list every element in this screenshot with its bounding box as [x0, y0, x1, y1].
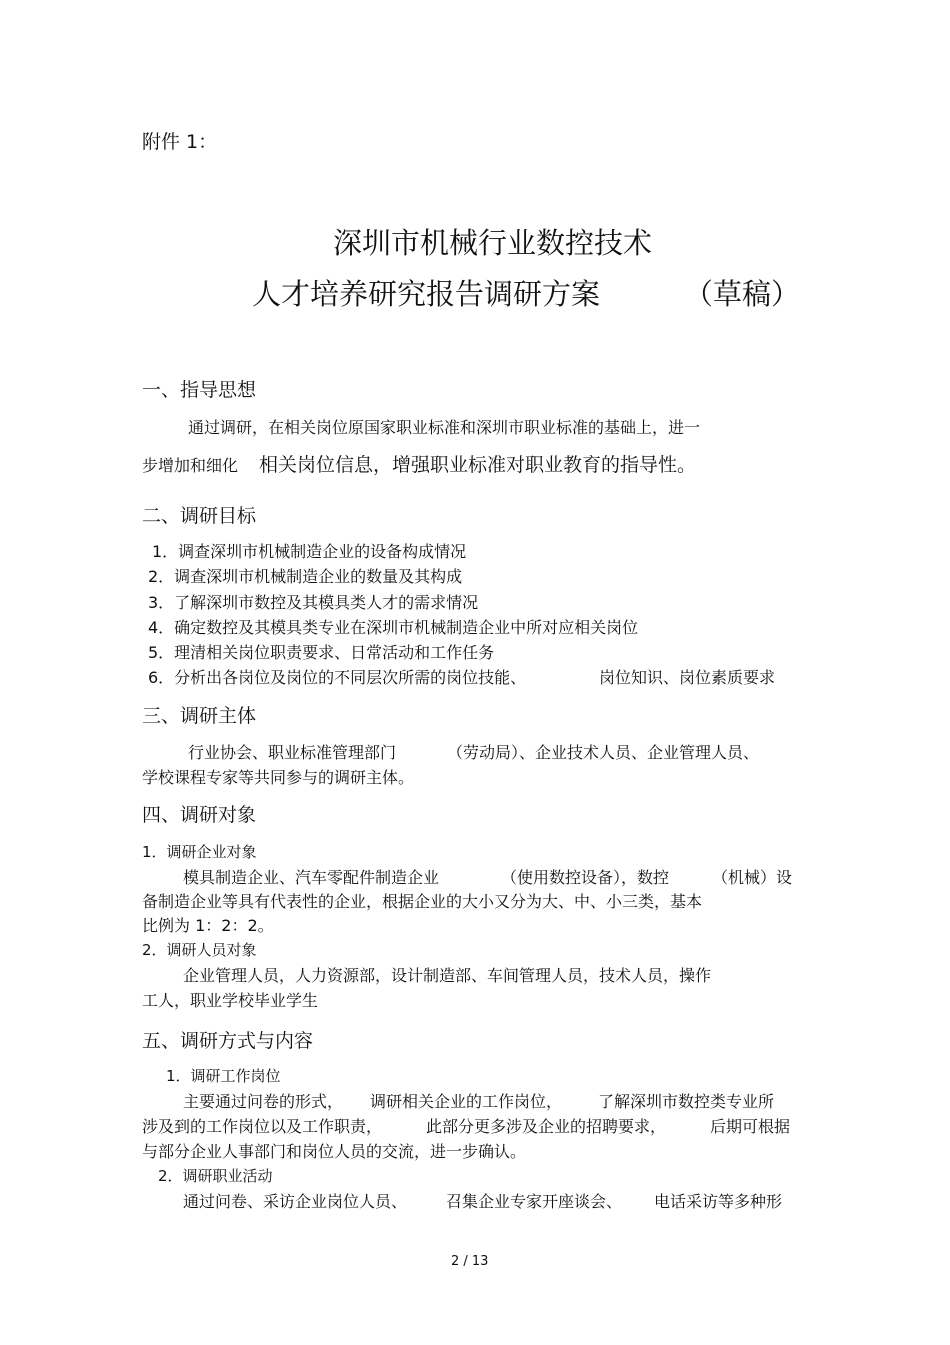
section-4-paragraph-line: （使用数控设备），数控 [501, 868, 670, 887]
goal-item: 5．理清相关岗位职责要求、日常活动和工作任务 [148, 643, 495, 662]
section-5-paragraph-line: 此部分更多涉及企业的招聘要求， [426, 1117, 667, 1136]
title-line-1: 深圳市机械行业数控技术 [333, 226, 653, 260]
section-4-subheading: 2．调研人员对象 [142, 941, 257, 959]
section-4-paragraph-line: 企业管理人员，人力资源部，设计制造部、车间管理人员，技术人员，操作 [183, 966, 712, 985]
section-4-heading: 四、调研对象 [142, 804, 257, 826]
section-4-paragraph-line: 比例为 1：2：2。 [142, 916, 274, 935]
section-3-paragraph-line: 学校课程专家等共同参与的调研主体。 [142, 768, 415, 787]
section-5-paragraph-line: 召集企业专家开座谈会、 [446, 1192, 623, 1211]
section-4-paragraph-line: 备制造企业等具有代表性的企业，根据企业的大小又分为大、中、小三类，基本 [142, 892, 703, 911]
section-5-subheading: 2．调研职业活动 [158, 1167, 273, 1185]
title-line-2: 人才培养研究报告调研方案 [252, 277, 601, 311]
section-2-heading: 二、调研目标 [142, 505, 257, 527]
goal-item: 2．调查深圳市机械制造企业的数量及其构成 [148, 567, 463, 586]
goal-item: 4．确定数控及其模具类专业在深圳市机械制造企业中所对应相关岗位 [148, 618, 639, 637]
section-5-paragraph-line: 电话采访等多种形 [654, 1192, 783, 1211]
section-5-paragraph-line: 后期可根据 [710, 1117, 791, 1136]
section-1-heading: 一、指导思想 [142, 379, 257, 401]
section-4-paragraph-line: 工人，职业学校毕业学生 [142, 991, 319, 1010]
section-5-heading: 五、调研方式与内容 [142, 1030, 314, 1052]
section-5-paragraph-line: 主要通过问卷的形式， [183, 1092, 344, 1111]
section-4-paragraph-line: （机械）设 [712, 868, 793, 887]
goal-item: 3．了解深圳市数控及其模具类人才的需求情况 [148, 593, 479, 612]
section-5-paragraph-line: 调研相关企业的工作岗位， [370, 1092, 563, 1111]
section-1-paragraph-line: 步增加和细化 [142, 456, 239, 475]
attachment-label: 附件 1： [142, 131, 218, 153]
goal-item: 1．调查深圳市机械制造企业的设备构成情况 [152, 542, 467, 561]
section-1-paragraph-line: 通过调研，在相关岗位原国家职业标准和深圳市职业标准的基础上，进一 [188, 418, 701, 437]
goal-item: 6．分析出各岗位及岗位的不同层次所需的岗位技能、 [148, 668, 527, 687]
section-4-paragraph-line: 模具制造企业、汽车零配件制造企业 [183, 868, 440, 887]
section-5-paragraph-line: 通过问卷、采访企业岗位人员、 [183, 1192, 408, 1211]
section-1-paragraph-line: 相关岗位信息，增强职业标准对职业教育的指导性。 [259, 454, 697, 476]
section-5-paragraph-line: 涉及到的工作岗位以及工作职责， [142, 1117, 383, 1136]
section-5-paragraph-line: 了解深圳市数控类专业所 [598, 1092, 775, 1111]
section-3-paragraph-line: （劳动局）、企业技术人员、企业管理人员、 [447, 743, 760, 762]
section-3-heading: 三、调研主体 [142, 705, 257, 727]
section-5-subheading: 1．调研工作岗位 [166, 1067, 281, 1085]
section-3-paragraph-line: 行业协会、职业标准管理部门 [188, 743, 397, 762]
goal-item: 岗位知识、岗位素质要求 [599, 668, 776, 687]
section-5-paragraph-line: 与部分企业人事部门和岗位人员的交流，进一步确认。 [142, 1142, 527, 1161]
title-draft-suffix: （草稿） [684, 277, 801, 311]
section-4-subheading: 1．调研企业对象 [142, 843, 257, 861]
page-number: 2 / 13 [451, 1254, 489, 1269]
